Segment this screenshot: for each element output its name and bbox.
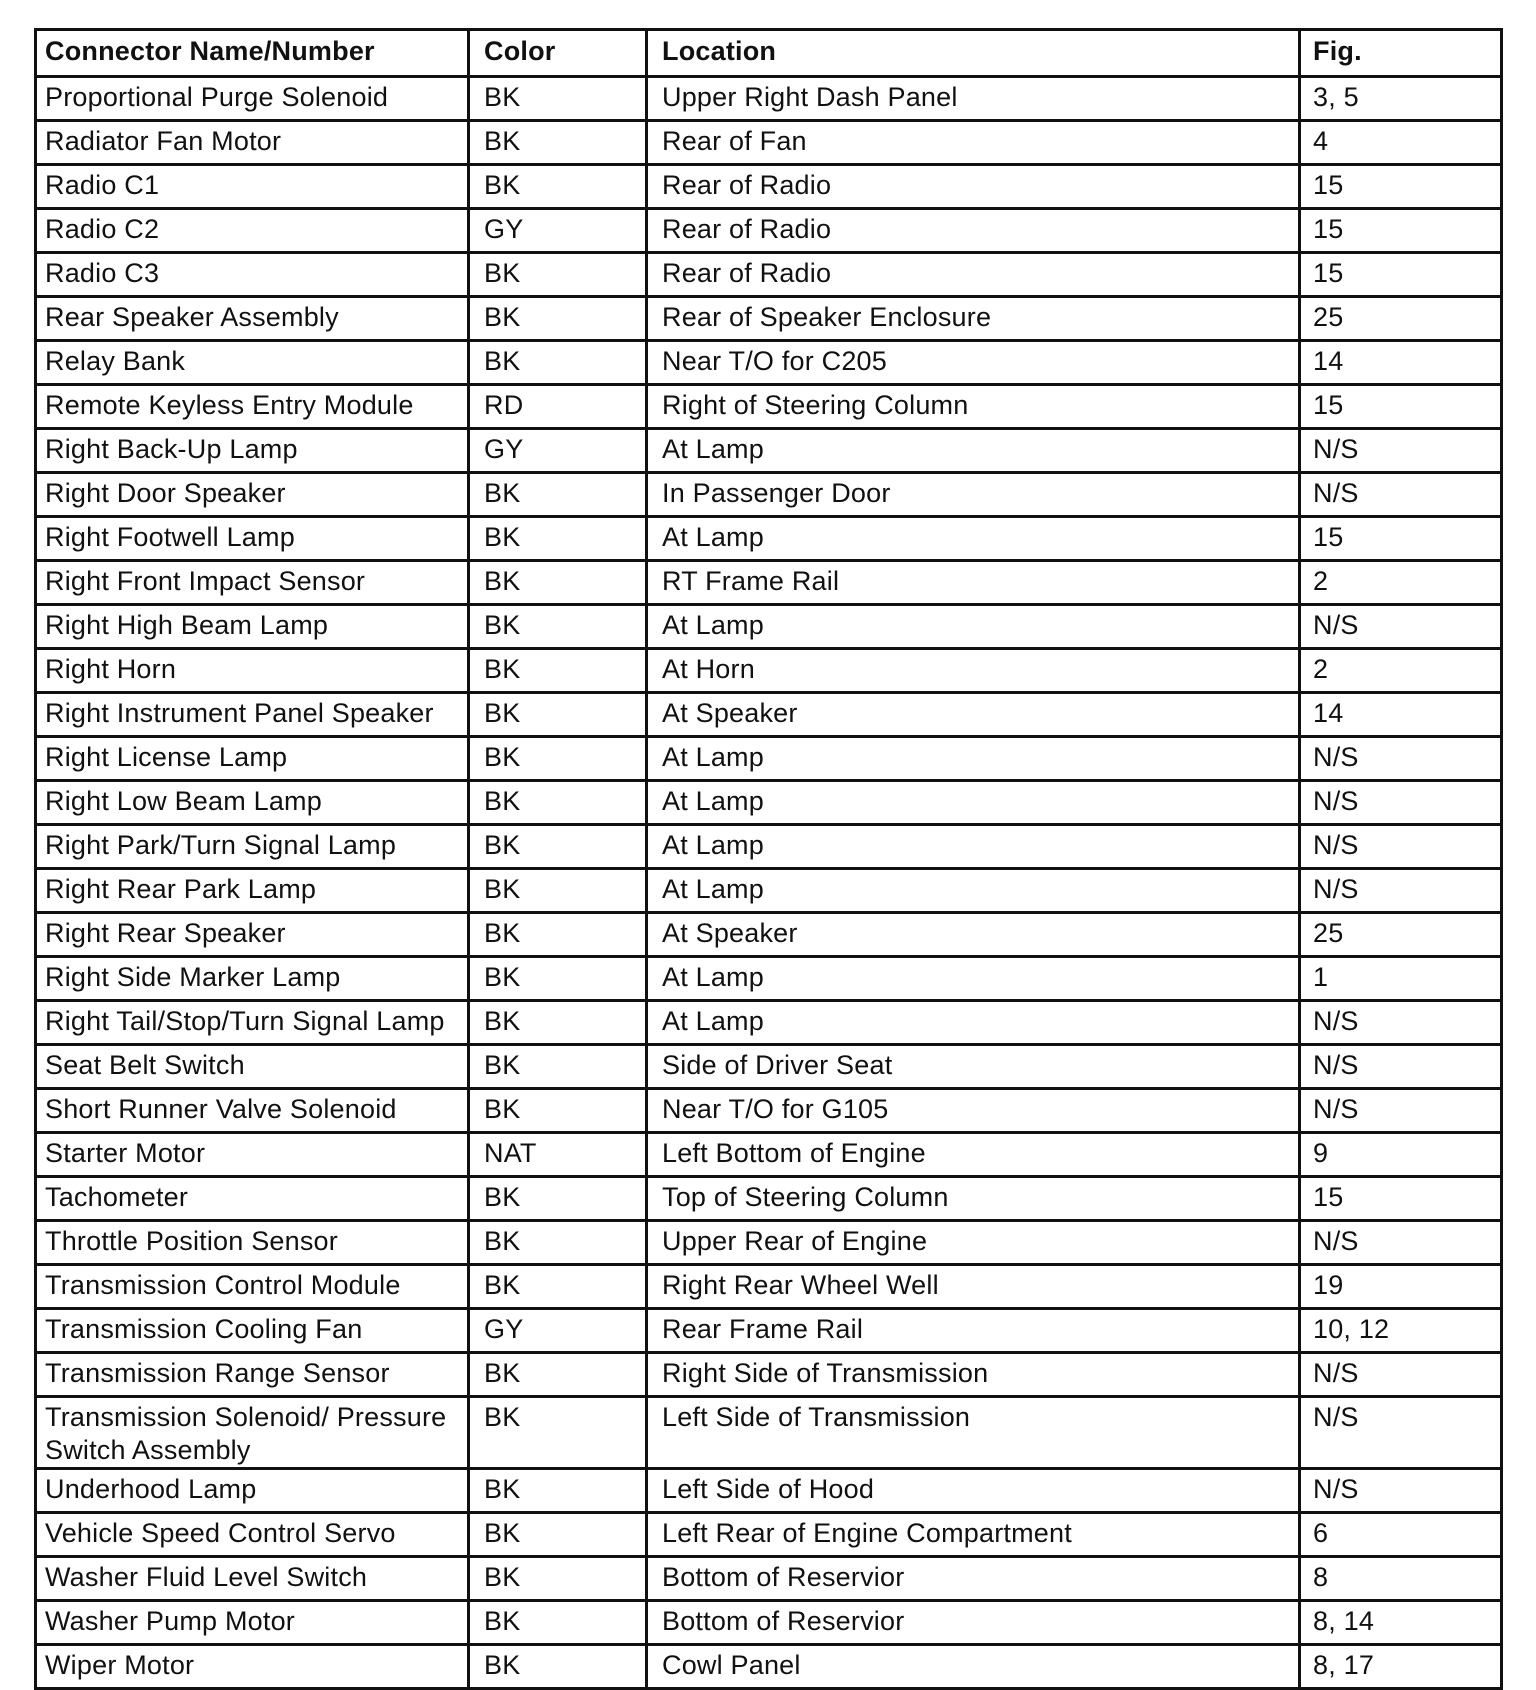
header-color: Color	[469, 30, 647, 77]
cell-location: At Speaker	[647, 693, 1300, 737]
cell-fig: 15	[1300, 165, 1502, 209]
cell-location: At Lamp	[647, 517, 1300, 561]
cell-location: At Lamp	[647, 781, 1300, 825]
cell-location: Rear of Radio	[647, 165, 1300, 209]
cell-color: BK	[469, 1045, 647, 1089]
cell-color: BK	[469, 517, 647, 561]
table-row	[36, 165, 1502, 209]
cell-connector-name: Radiator Fan Motor	[36, 121, 469, 165]
cell-fig: 15	[1300, 517, 1502, 561]
cell-location: At Lamp	[647, 957, 1300, 1001]
cell-location: Cowl Panel	[647, 1645, 1300, 1689]
cell-connector-name: Remote Keyless Entry Module	[36, 385, 469, 429]
cell-color: GY	[469, 209, 647, 253]
cell-connector-name: Short Runner Valve Solenoid	[36, 1089, 469, 1133]
connector-table-page	[34, 28, 1500, 1690]
table-row	[36, 781, 1502, 825]
cell-color: BK	[469, 473, 647, 517]
table-row	[36, 737, 1502, 781]
cell-color: BK	[469, 561, 647, 605]
cell-color: NAT	[469, 1133, 647, 1177]
cell-connector-name: Radio C3	[36, 253, 469, 297]
cell-location: Upper Rear of Engine	[647, 1221, 1300, 1265]
cell-connector-name: Right Low Beam Lamp	[36, 781, 469, 825]
table-row	[36, 1469, 1502, 1513]
cell-fig: 3, 5	[1300, 77, 1502, 121]
cell-location: At Lamp	[647, 605, 1300, 649]
table-row	[36, 1645, 1502, 1689]
cell-location: Upper Right Dash Panel	[647, 77, 1300, 121]
cell-location: At Lamp	[647, 825, 1300, 869]
cell-fig: N/S	[1300, 1221, 1502, 1265]
cell-color: BK	[469, 341, 647, 385]
cell-connector-name: Seat Belt Switch	[36, 1045, 469, 1089]
cell-location: Left Side of Transmission	[647, 1397, 1300, 1469]
table-row	[36, 1265, 1502, 1309]
table-row	[36, 1045, 1502, 1089]
table-row	[36, 1353, 1502, 1397]
table-row	[36, 1089, 1502, 1133]
cell-connector-name: Right High Beam Lamp	[36, 605, 469, 649]
cell-fig: 6	[1300, 1513, 1502, 1557]
cell-fig: N/S	[1300, 429, 1502, 473]
cell-color: BK	[469, 77, 647, 121]
cell-connector-name: Wiper Motor	[36, 1645, 469, 1689]
cell-fig: N/S	[1300, 1469, 1502, 1513]
cell-fig: 2	[1300, 649, 1502, 693]
cell-connector-name: Transmission Solenoid/ Pressure Switch Assembly	[36, 1397, 469, 1469]
cell-fig: N/S	[1300, 1353, 1502, 1397]
table-row	[36, 341, 1502, 385]
table-row	[36, 913, 1502, 957]
table-row	[36, 429, 1502, 473]
table-row	[36, 1601, 1502, 1645]
cell-color: BK	[469, 1557, 647, 1601]
table-row	[36, 561, 1502, 605]
table-header-row	[36, 30, 1502, 77]
cell-connector-name: Right Door Speaker	[36, 473, 469, 517]
table-row	[36, 1001, 1502, 1045]
cell-color: BK	[469, 1645, 647, 1689]
cell-connector-name: Right Rear Park Lamp	[36, 869, 469, 913]
cell-connector-name: Proportional Purge Solenoid	[36, 77, 469, 121]
cell-fig: 14	[1300, 341, 1502, 385]
cell-location: Rear of Radio	[647, 253, 1300, 297]
cell-color: BK	[469, 297, 647, 341]
cell-color: BK	[469, 1353, 647, 1397]
cell-color: BK	[469, 913, 647, 957]
table-row	[36, 869, 1502, 913]
cell-fig: 2	[1300, 561, 1502, 605]
cell-connector-name: Washer Pump Motor	[36, 1601, 469, 1645]
cell-location: Right Side of Transmission	[647, 1353, 1300, 1397]
table-row	[36, 1309, 1502, 1353]
cell-location: At Horn	[647, 649, 1300, 693]
cell-connector-name: Right Park/Turn Signal Lamp	[36, 825, 469, 869]
cell-color: BK	[469, 957, 647, 1001]
cell-connector-name: Relay Bank	[36, 341, 469, 385]
cell-connector-name: Starter Motor	[36, 1133, 469, 1177]
cell-connector-name: Right Horn	[36, 649, 469, 693]
table-row	[36, 517, 1502, 561]
cell-connector-name: Radio C2	[36, 209, 469, 253]
cell-fig: 9	[1300, 1133, 1502, 1177]
cell-connector-name: Underhood Lamp	[36, 1469, 469, 1513]
cell-fig: 25	[1300, 913, 1502, 957]
table-row	[36, 1221, 1502, 1265]
connector-table	[34, 28, 1503, 1690]
cell-location: Near T/O for C205	[647, 341, 1300, 385]
cell-location: Left Bottom of Engine	[647, 1133, 1300, 1177]
cell-location: In Passenger Door	[647, 473, 1300, 517]
cell-connector-name: Transmission Cooling Fan	[36, 1309, 469, 1353]
table-row	[36, 385, 1502, 429]
cell-location: At Lamp	[647, 1001, 1300, 1045]
cell-fig: 8	[1300, 1557, 1502, 1601]
cell-fig: N/S	[1300, 737, 1502, 781]
cell-connector-name: Right Tail/Stop/Turn Signal Lamp	[36, 1001, 469, 1045]
cell-location: Bottom of Reservior	[647, 1601, 1300, 1645]
cell-fig: 8, 17	[1300, 1645, 1502, 1689]
table-row	[36, 1397, 1502, 1469]
cell-location: Right of Steering Column	[647, 385, 1300, 429]
cell-connector-name: Washer Fluid Level Switch	[36, 1557, 469, 1601]
cell-fig: N/S	[1300, 1089, 1502, 1133]
cell-location: Rear of Speaker Enclosure	[647, 297, 1300, 341]
cell-location: At Lamp	[647, 869, 1300, 913]
cell-fig: N/S	[1300, 605, 1502, 649]
table-row	[36, 825, 1502, 869]
cell-color: BK	[469, 1089, 647, 1133]
cell-connector-name: Rear Speaker Assembly	[36, 297, 469, 341]
cell-color: BK	[469, 737, 647, 781]
cell-location: Rear of Radio	[647, 209, 1300, 253]
cell-connector-name: Tachometer	[36, 1177, 469, 1221]
table-row	[36, 121, 1502, 165]
cell-fig: N/S	[1300, 1001, 1502, 1045]
cell-fig: 14	[1300, 693, 1502, 737]
table-row	[36, 693, 1502, 737]
cell-fig: 8, 14	[1300, 1601, 1502, 1645]
cell-fig: 25	[1300, 297, 1502, 341]
cell-fig: N/S	[1300, 473, 1502, 517]
cell-location: At Lamp	[647, 429, 1300, 473]
cell-fig: 15	[1300, 253, 1502, 297]
table-row	[36, 1177, 1502, 1221]
cell-fig: 15	[1300, 1177, 1502, 1221]
cell-location: At Lamp	[647, 737, 1300, 781]
cell-color: BK	[469, 1177, 647, 1221]
cell-color: BK	[469, 869, 647, 913]
table-row	[36, 77, 1502, 121]
cell-fig: N/S	[1300, 1397, 1502, 1469]
cell-fig: 19	[1300, 1265, 1502, 1309]
cell-color: BK	[469, 165, 647, 209]
cell-connector-name: Right Side Marker Lamp	[36, 957, 469, 1001]
cell-color: BK	[469, 649, 647, 693]
cell-location: Bottom of Reservior	[647, 1557, 1300, 1601]
table-row	[36, 1557, 1502, 1601]
table-row	[36, 209, 1502, 253]
table-body	[36, 77, 1502, 1689]
cell-color: BK	[469, 121, 647, 165]
cell-fig: 15	[1300, 385, 1502, 429]
cell-color: GY	[469, 429, 647, 473]
cell-fig: 15	[1300, 209, 1502, 253]
header-connector-name: Connector Name/Number	[36, 30, 469, 77]
table-row	[36, 605, 1502, 649]
header-location: Location	[647, 30, 1300, 77]
cell-color: BK	[469, 1397, 647, 1469]
cell-color: BK	[469, 605, 647, 649]
cell-location: RT Frame Rail	[647, 561, 1300, 605]
cell-location: Near T/O for G105	[647, 1089, 1300, 1133]
cell-color: BK	[469, 1265, 647, 1309]
cell-fig: 1	[1300, 957, 1502, 1001]
cell-location: Side of Driver Seat	[647, 1045, 1300, 1089]
cell-fig: 4	[1300, 121, 1502, 165]
cell-location: Rear of Fan	[647, 121, 1300, 165]
cell-connector-name: Right Rear Speaker	[36, 913, 469, 957]
cell-fig: 10, 12	[1300, 1309, 1502, 1353]
table-row	[36, 1133, 1502, 1177]
cell-connector-name: Right License Lamp	[36, 737, 469, 781]
cell-color: BK	[469, 1469, 647, 1513]
cell-connector-name: Right Front Impact Sensor	[36, 561, 469, 605]
cell-connector-name: Right Back-Up Lamp	[36, 429, 469, 473]
cell-fig: N/S	[1300, 825, 1502, 869]
cell-color: GY	[469, 1309, 647, 1353]
header-fig: Fig.	[1300, 30, 1502, 77]
cell-color: BK	[469, 825, 647, 869]
cell-color: BK	[469, 1001, 647, 1045]
cell-fig: N/S	[1300, 781, 1502, 825]
cell-connector-name: Throttle Position Sensor	[36, 1221, 469, 1265]
cell-connector-name: Transmission Range Sensor	[36, 1353, 469, 1397]
table-row	[36, 473, 1502, 517]
table-row	[36, 1513, 1502, 1557]
cell-fig: N/S	[1300, 1045, 1502, 1089]
cell-location: Rear Frame Rail	[647, 1309, 1300, 1353]
table-row	[36, 957, 1502, 1001]
cell-location: Top of Steering Column	[647, 1177, 1300, 1221]
table-row	[36, 253, 1502, 297]
cell-location: At Speaker	[647, 913, 1300, 957]
cell-color: BK	[469, 1221, 647, 1265]
cell-connector-name: Right Footwell Lamp	[36, 517, 469, 561]
table-row	[36, 297, 1502, 341]
cell-connector-name: Right Instrument Panel Speaker	[36, 693, 469, 737]
cell-location: Left Rear of Engine Compartment	[647, 1513, 1300, 1557]
cell-connector-name: Transmission Control Module	[36, 1265, 469, 1309]
cell-color: BK	[469, 1601, 647, 1645]
cell-location: Left Side of Hood	[647, 1469, 1300, 1513]
cell-color: BK	[469, 693, 647, 737]
cell-color: RD	[469, 385, 647, 429]
table-row	[36, 649, 1502, 693]
cell-connector-name: Radio C1	[36, 165, 469, 209]
cell-color: BK	[469, 1513, 647, 1557]
cell-fig: N/S	[1300, 869, 1502, 913]
cell-color: BK	[469, 253, 647, 297]
cell-location: Right Rear Wheel Well	[647, 1265, 1300, 1309]
cell-color: BK	[469, 781, 647, 825]
cell-connector-name: Vehicle Speed Control Servo	[36, 1513, 469, 1557]
